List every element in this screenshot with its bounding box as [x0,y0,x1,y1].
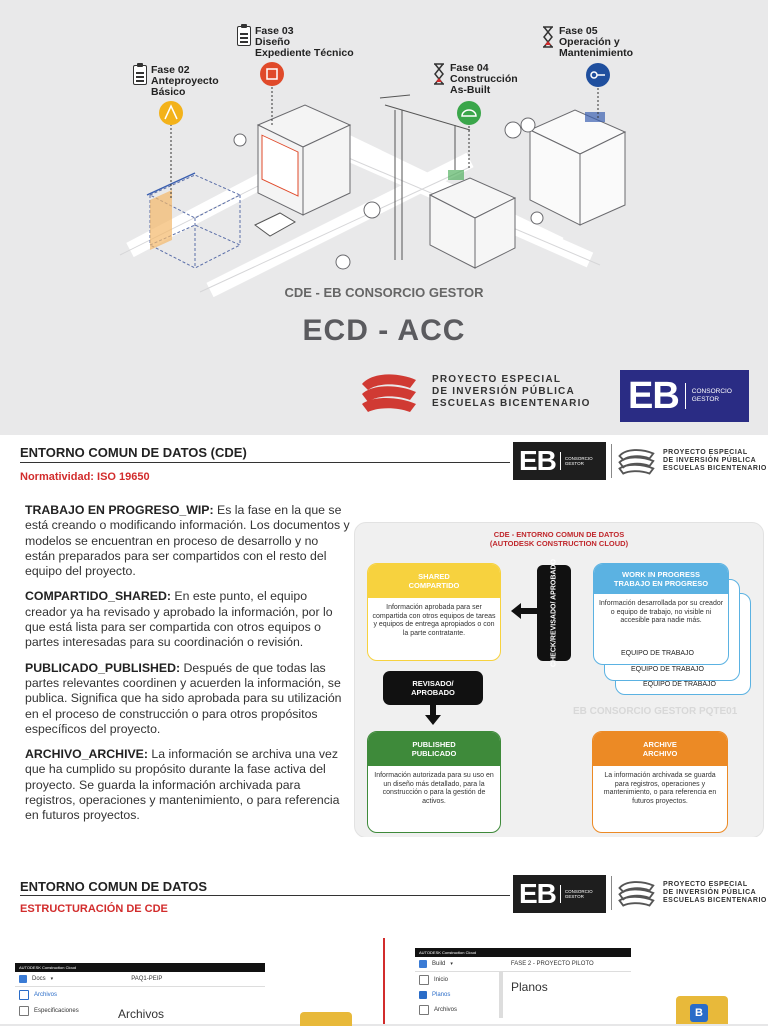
spec-icon [19,1006,29,1016]
acc-build-screenshot: AUTODESK Construction Cloud Build ▾ FASE 2 - PROYECTO PILOTO Inicio Planos Archivos Planos [415,948,631,1024]
phase03-icon [260,62,284,86]
acc-topbar: AUTODESK Construction Cloud [15,963,265,972]
phase-04-label: Fase 04 Construcción As-Built [432,63,518,96]
watermark: EB CONSORCIO GESTOR PQTE01 [573,706,738,717]
eb-consorcio-logo: EB CONSORCIO GESTOR [513,875,606,913]
red-divider [383,938,385,1024]
check-approved-label: CHECK/REVISADO/ APROBADO [537,565,571,661]
paragraph-archive: ARCHIVO_ARCHIVE: La información se archiva una vez que ha cumplido su propósito durante la fase activa del proyecto. Se guarda la información archivada para registros, operaciones y mantenimiento, o para referencia en futuros proyectos. [25,747,340,823]
proyecto-especial-logo: PROYECTO ESPECIAL DE INVERSIÓN PÚBLICA ESCUELAS BICENTENARIO [617,879,767,907]
scrollbar[interactable] [499,972,503,1018]
page-heading: Archivos [118,1007,165,1021]
books-logo-icon [358,370,422,414]
cde-workflow-diagram [354,522,764,838]
arrow-down-icon [425,703,441,725]
team-label: EQUIPO DE TRABAJO [631,666,704,673]
arrow-left-icon [511,601,539,621]
folder-icon [676,996,728,1024]
paragraph-shared: COMPARTIDO_SHARED: En este punto, el equipo creador ya ha revisado y aprobado la información, por lo que está lista para ser compartida con otros equipos o partes interesadas para su coordinación o revisión. [25,589,333,650]
team-label: EQUIPO DE TRABAJO [621,650,694,657]
books-logo-icon [617,447,657,475]
paragraph-published: PUBLICADO_PUBLISHED: Después de que todas las partes relevantes coordinen y acuerden la información, se publica. Significa que ha sido aprobada para su utilización en el proceso de construcción o para otros propósitos específicos del proyecto. [25,660,342,736]
cde-phases-description [25,503,350,834]
phase-05-label: Fase 05 Operación y Mantenimiento [541,26,633,59]
archive-box: ARCHIVE ARCHIVO La información archivada se guarda para registros, operaciones y mantenimiento, o para referencia en futuros proyectos. [592,731,728,833]
logo-separator [611,876,612,910]
diagram-title: CDE - ENTORNO COMUN DE DATOS (AUTODESK CONSTRUCTION CLOUD) [489,530,629,548]
isometric-city-illustration [0,0,768,300]
sheets-icon [419,991,427,999]
file-icon [19,990,29,1000]
title-underline [20,462,510,463]
eb-consorcio-logo: EB CONSORCIO GESTOR [620,370,749,422]
clipboard-icon [237,26,251,46]
acc-docs-screenshot: AUTODESK Construction Cloud Docs ▾ PAQ1-PEIP Archivos Especificaciones Archivos [15,963,265,1024]
section-title: ENTORNO COMUN DE DATOS (CDE) [20,445,247,460]
nav-item-planos[interactable]: Planos [415,988,505,1002]
project-icon [118,975,126,983]
file-icon [419,1005,429,1015]
clipboard-icon [133,65,147,85]
hero-subtitle: CDE - EB CONSORCIO GESTOR [284,285,484,300]
b-badge-icon: B [690,1004,708,1022]
proyecto-especial-logo: PROYECTO ESPECIAL DE INVERSIÓN PÚBLICA ESCUELAS BICENTENARIO [358,370,591,414]
page-heading: Planos [511,980,548,994]
acc-topbar: AUTODESK Construction Cloud [415,948,631,957]
project-icon [498,960,506,968]
title-underline [20,895,510,896]
phase-03-label: Fase 03 Diseño Expediente Técnico [237,26,354,59]
team-label: EQUIPO DE TRABAJO [643,681,716,688]
nav-item-archivos[interactable]: Archivos [415,1002,505,1018]
hero-title: ECD - ACC [302,314,466,347]
phase-02-label: Fase 02 Anteproyecto Básico [133,65,219,98]
phase04-icon [457,101,481,125]
wip-box: WORK IN PROGRESS TRABAJO EN PROGRESO Información desarrollada por su creador o equipo de trabajo, no visible ni accesible para nadie más. [593,563,729,665]
nav-item-archivos[interactable]: Archivos [15,987,265,1003]
hourglass-icon [541,26,555,48]
published-box: PUBLISHED PUBLICADO Información autorizada para su uso en un diseño más detallado, para la construcción o para la gestión de activos. [367,731,501,833]
paragraph-wip: TRABAJO EN PROGRESO_WIP: Es la fase en la que se está creando o modificando información. Los documentos y modelos se encuentran en proceso de desarrollo y no están preparados para ser compartidos con el resto del equipo del proyecto. [25,503,350,579]
section-subtitle: ESTRUCTURACIÓN DE CDE [20,903,168,915]
home-icon [419,975,429,985]
hourglass-icon [432,63,446,85]
docs-icon [19,975,27,983]
nav-item-especificaciones[interactable]: Especificaciones [15,1003,265,1019]
proyecto-especial-logo: PROYECTO ESPECIAL DE INVERSIÓN PÚBLICA ESCUELAS BICENTENARIO [617,447,767,475]
logo-separator [611,444,612,478]
eb-consorcio-logo: EB CONSORCIO GESTOR [513,442,606,480]
section-title: ENTORNO COMUN DE DATOS [20,879,208,894]
reviewed-approved-label: REVISADO/ APROBADO [383,671,483,705]
nav-item-inicio[interactable]: Inicio [415,972,505,988]
build-icon [419,960,427,968]
hero-section [0,0,768,435]
books-logo-icon [617,879,657,907]
section-subtitle: Normatividad: ISO 19650 [20,471,150,483]
shared-box: SHARED COMPARTIDO Información aprobada para ser compartida con otros equipos de tareas y equipos de entrega apropiados o con la parte contratante. [367,563,501,661]
